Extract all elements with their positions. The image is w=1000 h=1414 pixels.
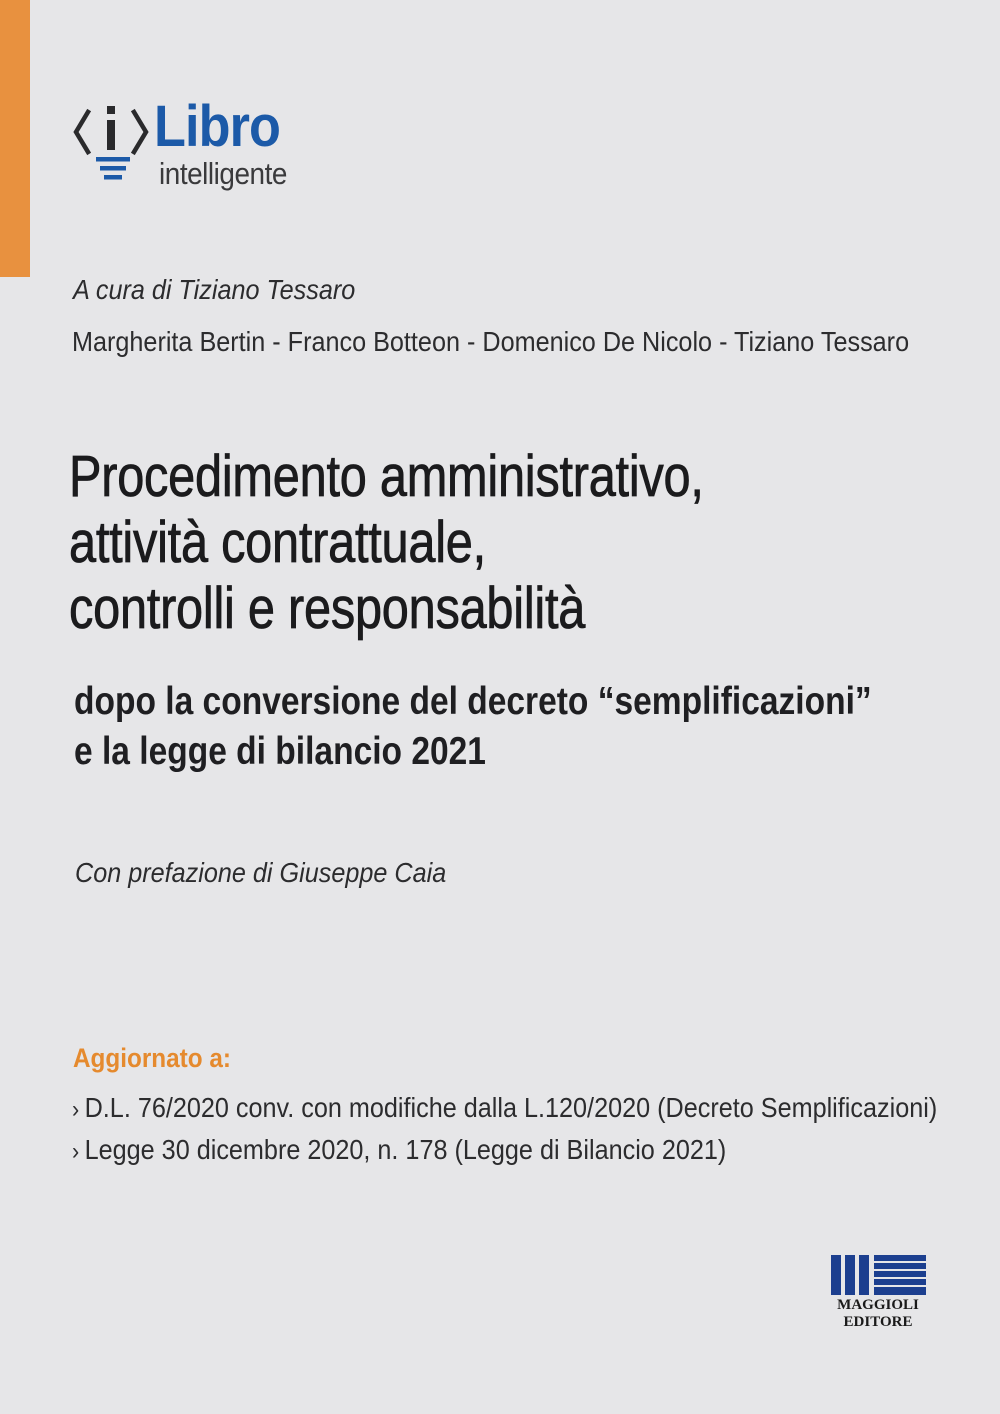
accent-strip: [0, 0, 30, 277]
title-line: Procedimento amministrativo,: [69, 444, 704, 509]
update-item-text: Legge 30 dicembre 2020, n. 178 (Legge di Bilancio 2021): [84, 1134, 727, 1165]
libro-intelligente-logo: [70, 94, 310, 200]
preface-line: Con prefazione di Giuseppe Caia: [75, 857, 447, 888]
logo-brand-word: Libro: [154, 94, 280, 159]
list-item: [72, 1130, 937, 1172]
book-subtitle: [74, 677, 872, 777]
publisher-name-line: EDITORE: [843, 1314, 913, 1330]
updates-list: [72, 1088, 937, 1172]
book-title: [69, 444, 704, 642]
list-item: [72, 1088, 937, 1130]
title-line: controlli e responsabilità: [69, 576, 586, 641]
editor-line: A cura di Tiziano Tessaro: [73, 274, 356, 305]
updates-heading: Aggiornato a:: [73, 1043, 231, 1073]
publisher-name-line: MAGGIOLI: [837, 1297, 919, 1313]
subtitle-line: dopo la conversione del decreto “semplificazioni”: [74, 680, 872, 723]
publisher-name: [828, 1297, 928, 1331]
update-item-text: D.L. 76/2020 conv. con modifiche dalla L.120/2020 (Decreto Semplificazioni): [84, 1092, 938, 1123]
authors-line: Margherita Bertin - Franco Botteon - Domenico De Nicolo - Tiziano Tessaro: [72, 326, 910, 357]
bullet-chevron-icon: ›: [72, 1138, 80, 1165]
bullet-chevron-icon: ›: [72, 1096, 80, 1123]
logo-brand-sub: intelligente: [159, 156, 287, 191]
maggioli-m-icon: [828, 1253, 928, 1297]
publisher-logo: [828, 1253, 928, 1343]
bulb-i-brackets-icon: [70, 100, 160, 190]
title-line: attività contrattuale,: [69, 510, 486, 575]
subtitle-line: e la legge di bilancio 2021: [74, 730, 486, 773]
